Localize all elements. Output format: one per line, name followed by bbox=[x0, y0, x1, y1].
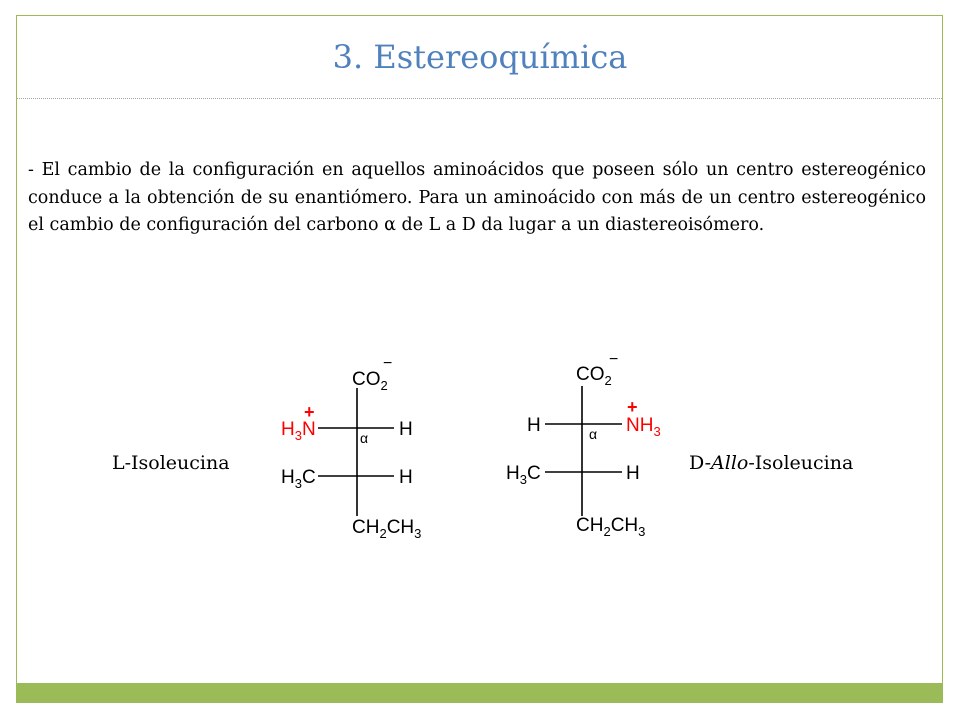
methyl-group: $H_3C$ bbox=[281, 467, 316, 491]
molecule-l-isoleucine bbox=[281, 355, 421, 541]
hydrogen-bottom: H bbox=[399, 467, 413, 488]
slide-title: 3. Estereoquímica bbox=[332, 38, 628, 76]
footer-bar bbox=[16, 683, 943, 703]
plus-charge: + bbox=[627, 397, 638, 417]
ammonium-group: $NH_3$ bbox=[626, 415, 661, 439]
ethyl-group: $CH_2CH_3$ bbox=[576, 515, 646, 539]
methyl-group: $H_3C$ bbox=[506, 463, 541, 487]
label-suffix: -Isoleucina bbox=[748, 452, 854, 474]
alpha-carbon-marker: α bbox=[360, 430, 369, 446]
carboxylate-group: $CO_2$ bbox=[576, 364, 612, 388]
label-l-isoleucine: L-Isoleucina bbox=[112, 452, 230, 474]
hydrogen-top: H bbox=[527, 415, 541, 436]
ammonium-group: $H_3N$ bbox=[281, 419, 316, 443]
molecule-d-allo-isoleucine bbox=[506, 351, 661, 539]
hydrogen-bottom: H bbox=[626, 463, 640, 484]
ethyl-group: $CH_2CH_3$ bbox=[352, 517, 422, 541]
minus-charge: − bbox=[383, 355, 393, 372]
minus-charge: − bbox=[609, 351, 619, 368]
label-prefix: D- bbox=[689, 452, 712, 474]
label-italic: Allo bbox=[711, 452, 749, 474]
hydrogen-top: H bbox=[399, 419, 413, 440]
plus-charge: + bbox=[304, 402, 315, 422]
carboxylate-group: $CO_2$ bbox=[352, 369, 388, 393]
body-paragraph: - El cambio de la configuración en aquellos aminoácidos que poseen sólo un centro estereogénico conduce a la obtención de su enantiómero. Para un aminoácido con más de un centro estereogénico el cambio de configuración del carbono α de L a D da lugar a un diastereoisómero. bbox=[28, 160, 926, 235]
alpha-carbon-marker: α bbox=[589, 426, 598, 442]
